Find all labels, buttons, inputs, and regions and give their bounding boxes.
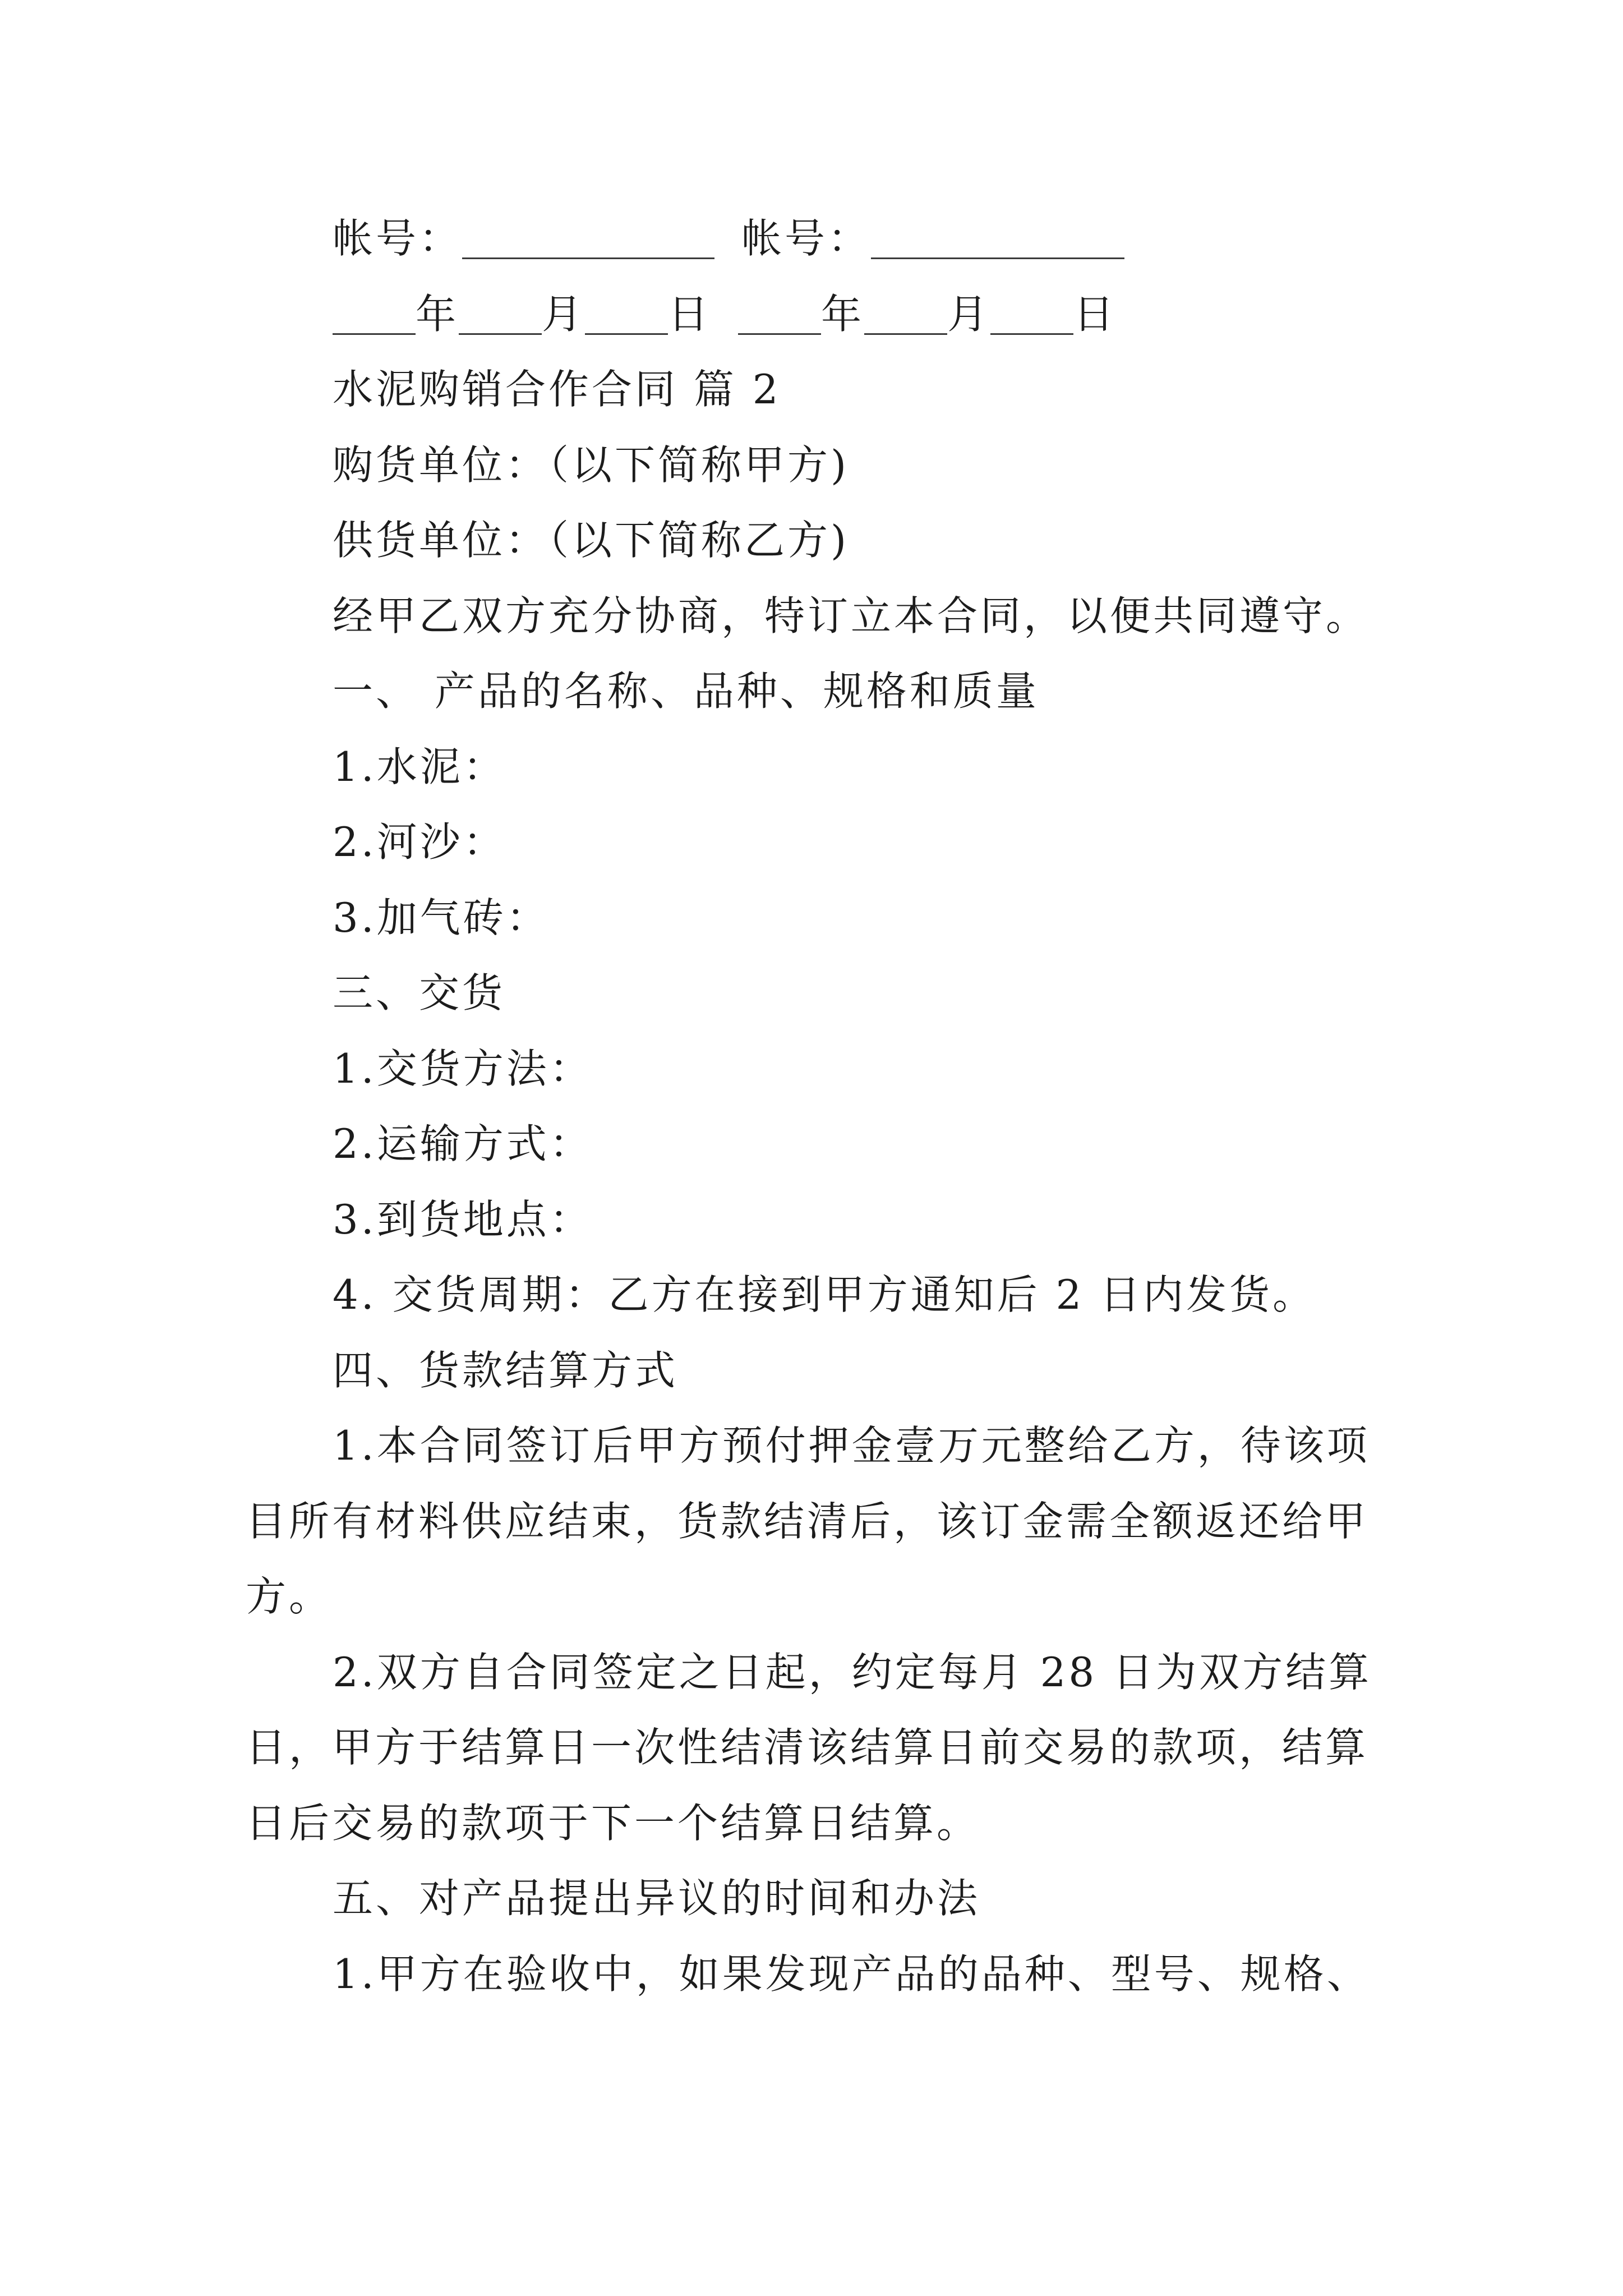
day-blank — [585, 333, 668, 335]
list-item: 1.交货方法： — [333, 1045, 593, 1092]
section-heading: 三、交货 — [333, 969, 506, 1016]
section-heading: 四、货款结算方式 — [333, 1346, 679, 1394]
account-blank — [462, 257, 714, 259]
clause-line: 1.本合同签订后甲方预付押金壹万元整给乙方，待该项 — [333, 1422, 1370, 1469]
month-label: 月 — [542, 290, 585, 338]
day-blank — [990, 333, 1073, 335]
account-line — [246, 201, 1423, 277]
account-label: 帐号： — [741, 215, 872, 262]
list-item: 3.到货地点： — [333, 1195, 593, 1243]
day-label: 日 — [668, 290, 712, 338]
clause-paragraph — [246, 1936, 1423, 2012]
supplier-line: 供货单位：（以下简称乙方) — [333, 517, 850, 564]
list-item: 2.运输方式： — [333, 1120, 593, 1167]
year-blank — [333, 333, 416, 335]
date-group — [333, 291, 711, 338]
buyer-line: 购货单位：（以下简称甲方) — [333, 441, 850, 489]
year-label: 年 — [416, 290, 459, 338]
clause-paragraph — [246, 1635, 1423, 1861]
contract-document — [246, 201, 1423, 2012]
date-line — [246, 277, 1423, 352]
contract-title: 水泥购销合作合同 篇 2 — [333, 366, 781, 413]
month-label: 月 — [947, 290, 991, 338]
clause-line: 目所有材料供应结束，货款结清后，该订金需全额返还给甲 — [246, 1497, 1369, 1545]
clause-line: 1.甲方在验收中，如果发现产品的品种、型号、规格、 — [333, 1950, 1370, 1998]
list-item: 3.加气砖： — [333, 894, 550, 941]
preamble: 经甲乙双方充分协商，特订立本合同，以便共同遵守。 — [333, 592, 1370, 639]
account-blank — [871, 257, 1124, 259]
list-item: 1.水泥： — [333, 743, 506, 790]
year-blank — [738, 333, 821, 335]
clause-line: 日后交易的款项于下一个结算日结算。 — [246, 1799, 980, 1847]
clause-line: 日，甲方于结算日一次性结清该结算日前交易的款项，结算 — [246, 1724, 1369, 1771]
year-label: 年 — [821, 290, 865, 338]
list-item: 2.河沙： — [333, 818, 506, 866]
clause-paragraph — [246, 1408, 1423, 1635]
clause-line: 2.双方自合同签定之日起，约定每月 28 日为双方结算 — [333, 1648, 1372, 1696]
month-blank — [459, 333, 542, 335]
date-group — [738, 291, 1117, 338]
month-blank — [864, 333, 947, 335]
section-heading: 一、 产品的名称、品种、规格和质量 — [333, 668, 1039, 715]
list-item: 4. 交货周期：乙方在接到甲方通知后 2 日内发货。 — [333, 1271, 1316, 1318]
clause-line: 方。 — [246, 1573, 333, 1620]
day-label: 日 — [1073, 290, 1117, 338]
section-heading: 五、对产品提出异议的时间和办法 — [333, 1875, 981, 1922]
account-label: 帐号： — [333, 215, 463, 262]
